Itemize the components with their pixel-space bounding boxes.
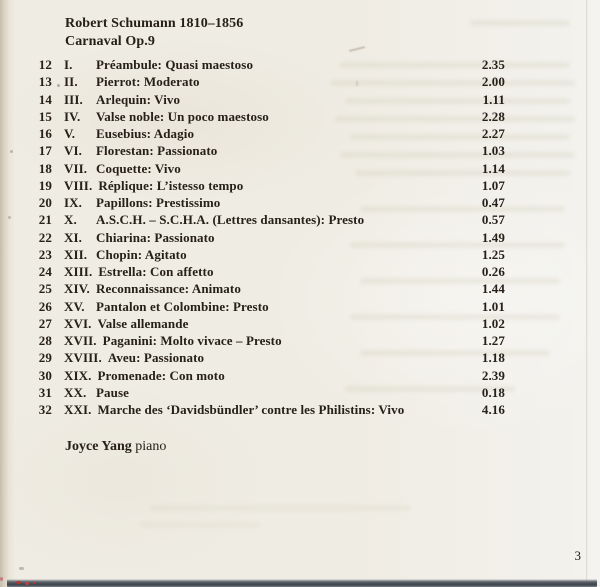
track-duration: 1.11: [482, 91, 505, 107]
movement-title: Pantalon et Colombine: Presto: [96, 298, 269, 314]
movement-numeral: XV.: [64, 298, 85, 314]
track-number: 23: [38, 246, 52, 262]
track-number: 29: [38, 350, 52, 366]
movement-title: A.S.C.H. – S.C.H.A. (Lettres dansantes): Presto: [96, 212, 365, 228]
movement-title: Eusebius: Adagio: [96, 126, 195, 141]
track-duration: 4.16: [481, 402, 505, 417]
track-duration: 1.14: [481, 160, 505, 176]
movement-title: Aveu: Passionato: [107, 350, 205, 366]
track-number: 13: [38, 74, 52, 90]
track-row: [33, 161, 505, 178]
performer-instrument: piano: [131, 439, 167, 454]
page-number: 3: [574, 548, 581, 563]
movement-title: Valse noble: Un poco maestoso: [96, 108, 269, 124]
movement-numeral: XX.: [64, 384, 87, 400]
movement-title: Papillons: Prestissimo: [96, 195, 221, 210]
track-number: 24: [38, 264, 52, 279]
track-duration: 0.18: [481, 384, 505, 400]
track-duration: 1.03: [481, 143, 505, 159]
movement-numeral: XIX.: [64, 367, 92, 383]
track-duration: 2.00: [481, 74, 505, 90]
movement-title: Valse allemande: [97, 315, 189, 331]
track-number: 27: [38, 315, 52, 331]
movement-numeral: XVII.: [64, 333, 97, 348]
track-row: [33, 57, 505, 74]
track-duration: 2.28: [481, 108, 505, 124]
composer-line: Robert Schumann 1810–1856: [65, 16, 244, 31]
movement-numeral: XVIII.: [64, 350, 102, 366]
track-row: [33, 195, 505, 212]
track-row: [33, 299, 505, 316]
track-duration: 1.01: [481, 298, 505, 314]
movement-title: Reconnaissance: Animato: [96, 281, 241, 297]
movement-title: Préambule: Quasi maestoso: [96, 57, 254, 72]
movement-numeral: I.: [64, 57, 73, 72]
track-row: [33, 143, 505, 160]
movement-numeral: XIV.: [64, 281, 90, 297]
track-row: [33, 264, 505, 281]
movement-title: Paganini: Molto vivace – Presto: [102, 333, 282, 348]
movement-numeral: XXI.: [64, 402, 92, 417]
movement-title: Arlequin: Vivo: [96, 91, 181, 107]
movement-title: Estrella: Con affetto: [98, 264, 214, 279]
track-row: [33, 350, 505, 367]
track-row: [33, 212, 505, 229]
track-number: 15: [38, 108, 52, 124]
track-duration: 0.26: [481, 264, 505, 279]
movement-title: Réplique: L’istesso tempo: [98, 177, 244, 193]
movement-title: Florestan: Passionato: [96, 143, 218, 159]
track-duration: 2.27: [481, 126, 505, 141]
movement-numeral: IX.: [64, 195, 82, 210]
track-row: [33, 178, 505, 195]
track-row: [33, 92, 505, 109]
track-number: 28: [38, 333, 52, 348]
track-duration: 0.57: [481, 212, 505, 228]
track-row: [33, 109, 505, 126]
movement-title: Chopin: Agitato: [96, 246, 187, 262]
track-number: 21: [38, 212, 52, 228]
movement-numeral: XIII.: [64, 264, 93, 279]
track-duration: 1.18: [481, 350, 505, 366]
track-duration: 2.39: [481, 367, 505, 383]
track-number: 22: [38, 229, 52, 245]
track-number: 17: [38, 143, 52, 159]
track-number: 31: [38, 384, 52, 400]
track-duration: 1.02: [481, 315, 505, 331]
performer-name: Joyce Yang: [65, 439, 132, 454]
track-duration: 2.35: [481, 57, 505, 72]
movement-numeral: X.: [64, 212, 77, 228]
track-number: 20: [38, 195, 52, 210]
track-number: 18: [38, 160, 52, 176]
track-duration: 1.49: [481, 229, 505, 245]
movement-title: Pause: [96, 384, 129, 400]
track-row: [33, 385, 505, 402]
track-row: [33, 74, 505, 91]
track-row: [33, 333, 505, 350]
track-duration: 0.47: [481, 195, 505, 210]
track-duration: 1.25: [481, 246, 505, 262]
movement-title: Coquette: Vivo: [96, 160, 181, 176]
track-duration: 1.27: [481, 333, 505, 348]
movement-numeral: XVI.: [64, 315, 92, 331]
movement-numeral: VI.: [64, 143, 82, 159]
track-row: [33, 281, 505, 298]
track-row: [33, 230, 505, 247]
movement-numeral: III.: [64, 91, 83, 107]
track-row: [33, 316, 505, 333]
track-list: [33, 57, 505, 419]
movement-numeral: V.: [64, 126, 76, 141]
movement-title: Chiarina: Passionato: [96, 229, 215, 245]
track-number: 14: [38, 91, 52, 107]
movement-numeral: VIII.: [64, 177, 93, 193]
track-row: [33, 402, 505, 419]
track-number: 19: [38, 177, 52, 193]
movement-numeral: VII.: [64, 160, 88, 176]
track-number: 26: [38, 298, 52, 314]
movement-numeral: XI.: [64, 229, 82, 245]
track-number: 32: [38, 402, 52, 417]
movement-numeral: II.: [64, 74, 78, 90]
track-number: 25: [38, 281, 52, 297]
movement-title: Promenade: Con moto: [97, 367, 225, 383]
movement-numeral: XII.: [64, 246, 88, 262]
track-row: [33, 126, 505, 143]
performer-line: [65, 439, 166, 455]
track-number: 16: [38, 126, 52, 141]
page-header: [65, 15, 243, 50]
track-row: [33, 368, 505, 385]
movement-title: Marche des ‘Davidsbündler’ contre les Philistins: Vivo: [97, 402, 405, 417]
track-row: [33, 247, 505, 264]
movement-title: Pierrot: Moderato: [96, 74, 200, 90]
work-title: Carnaval Op.9: [65, 33, 155, 49]
track-duration: 1.44: [481, 281, 505, 297]
track-number: 30: [38, 367, 52, 383]
movement-numeral: IV.: [64, 108, 81, 124]
track-duration: 1.07: [481, 177, 505, 193]
track-number: 12: [38, 57, 52, 72]
